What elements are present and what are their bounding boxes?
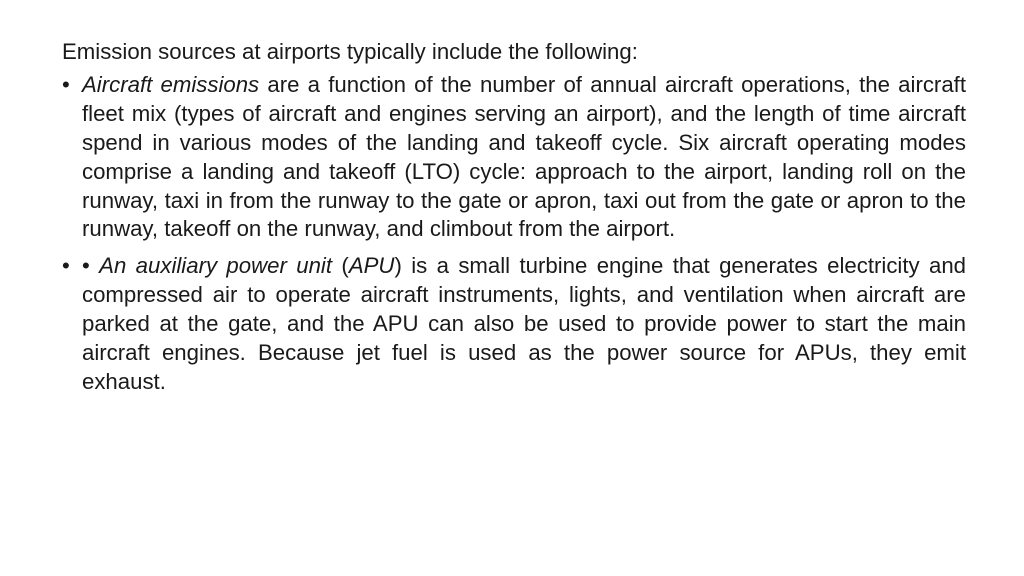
intro-text: Emission sources at airports typically include the following: <box>62 39 638 64</box>
bullet-auxiliary-power-unit <box>62 252 966 397</box>
inline-bullet-prefix: • <box>82 253 100 279</box>
paren-close: ) <box>394 253 402 279</box>
bullet-aircraft-emissions <box>62 71 966 244</box>
term-aircraft-emissions: Aircraft emissions <box>82 71 260 97</box>
term-apu: APU <box>348 253 395 279</box>
bullet-list <box>62 71 966 397</box>
bullet-text: are a function of the number of annual aircraft operations, the aircraft fleet mix (types of aircraft and engines serving an airport), and the length of time aircraft spend in various modes of the landing and takeoff cycle. Six aircraft operating modes comprise a landing and takeoff (LTO) cycle: approach to the airport, landing roll on the runway, taxi in from the runway to the gate or apron, taxi out from the gate or apron to the runway, takeoff on the runway, and climbout from the airport. <box>82 71 966 242</box>
slide-content <box>62 38 966 405</box>
term-auxiliary-power-unit: An auxiliary power unit <box>99 253 333 279</box>
bullet-text: is a small turbine engine that generates electricity and compressed air to operate aircraft instruments, lights, and ventilation when aircraft are parked at the gate, and the APU can also be used to provide power to start the main aircraft engines. Because jet fuel is used as the power source for APUs, they emit exhaust. <box>82 253 967 394</box>
bullet-marker: • <box>62 253 70 279</box>
paren-open: ( <box>332 253 349 279</box>
bullet-marker: • <box>62 71 70 97</box>
